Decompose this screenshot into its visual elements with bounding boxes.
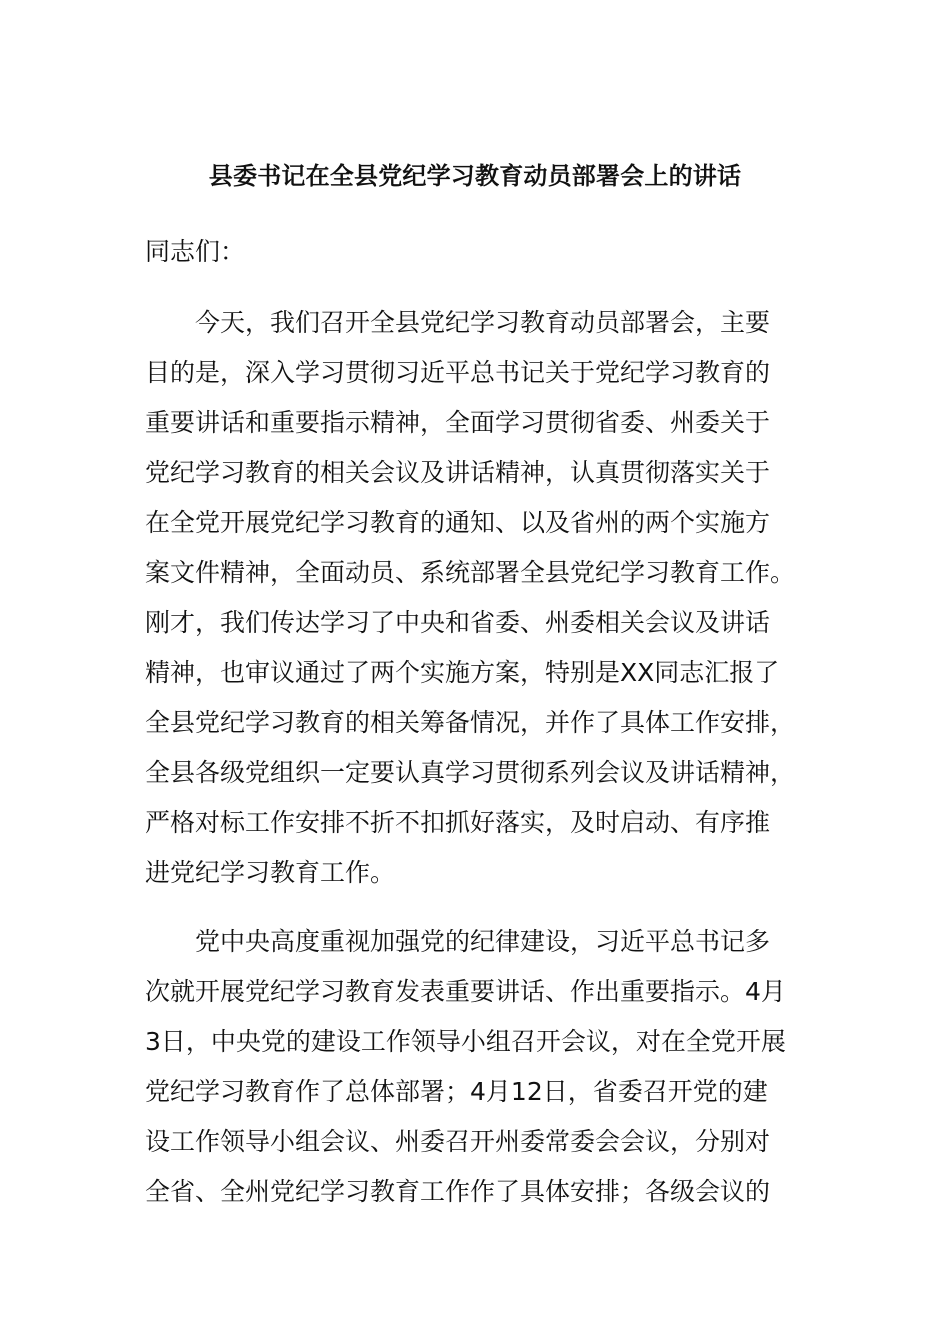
paragraph-line: 进党纪学习教育工作。: [145, 858, 396, 887]
paragraph-line: 刚才，我们传达学习了中央和省委、州委相关会议及讲话: [145, 608, 771, 637]
paragraph-line: 党纪学习教育作了总体部署；4月12日，省委召开党的建: [145, 1077, 768, 1106]
paragraph-line: 今天，我们召开全县党纪学习教育动员部署会，主要: [145, 308, 771, 337]
paragraph-line: 党纪学习教育的相关会议及讲话精神，认真贯彻落实关于: [145, 458, 771, 487]
paragraph-line: 次就开展党纪学习教育发表重要讲话、作出重要指示。4月: [145, 977, 786, 1006]
paragraph-line: 目的是，深入学习贯彻习近平总书记关于党纪学习教育的: [145, 358, 771, 387]
paragraph-line: 3日，中央党的建设工作领导小组召开会议，对在全党开展: [145, 1027, 786, 1056]
paragraph-line: 案文件精神，全面动员、系统部署全县党纪学习教育工作。: [145, 558, 796, 587]
paragraph-line: 党中央高度重视加强党的纪律建设，习近平总书记多: [145, 927, 771, 956]
paragraph-line: 设工作领导小组会议、州委召开州委常委会会议，分别对: [145, 1127, 771, 1156]
paragraph-line: 严格对标工作安排不折不扣抓好落实，及时启动、有序推: [145, 808, 771, 837]
paragraph-line: 全省、全州党纪学习教育工作作了具体安排；各级会议的: [145, 1177, 771, 1206]
paragraph-line: 全县各级党组织一定要认真学习贯彻系列会议及讲话精神，: [145, 758, 796, 787]
paragraph-line: 精神，也审议通过了两个实施方案，特别是XX同志汇报了: [145, 658, 780, 687]
document-title: 县委书记在全县党纪学习教育动员部署会上的讲话: [208, 162, 742, 190]
paragraph-line: 重要讲话和重要指示精神，全面学习贯彻省委、州委关于: [145, 408, 771, 437]
paragraph-line: 在全党开展党纪学习教育的通知、以及省州的两个实施方: [145, 508, 771, 537]
paragraph-line: 全县党纪学习教育的相关筹备情况，并作了具体工作安排，: [145, 708, 796, 737]
salutation: 同志们：: [145, 237, 246, 266]
